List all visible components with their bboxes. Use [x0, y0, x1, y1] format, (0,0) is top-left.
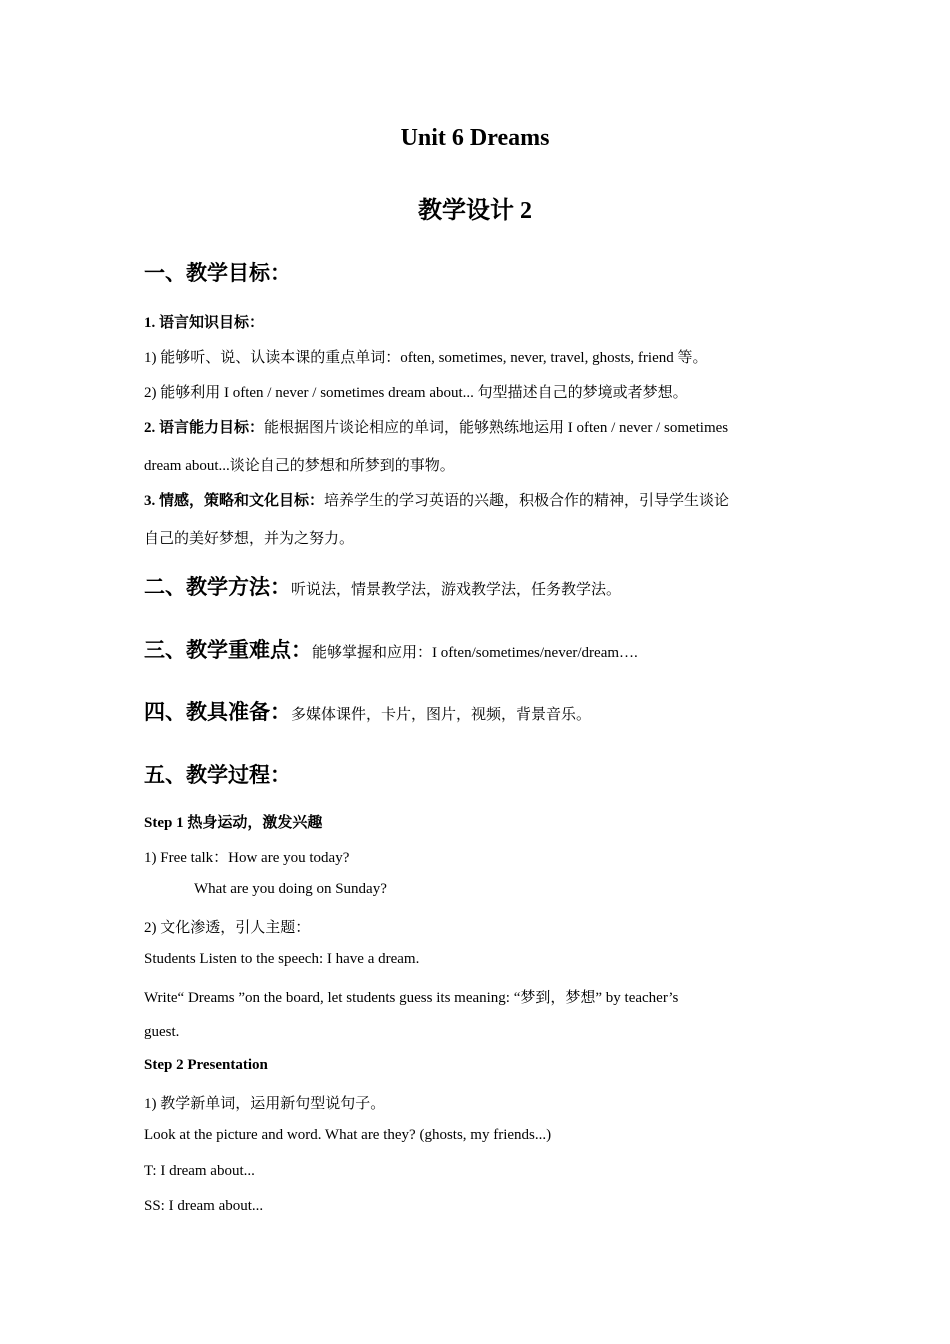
step2-heading: Step 2 Presentation [144, 1057, 268, 1073]
section-heading-objectives: 一、教学目标： [144, 261, 291, 285]
step2-line1: 1) 教学新单词，运用新句型说句子。 [144, 1096, 386, 1112]
goal1-item1: 1) 能够听、说、认读本课的重点单词：often, sometimes, never, travel, ghosts, friend 等。 [144, 350, 708, 366]
goal2-text: 能根据图片谈论相应的单词，能够熟练地运用 I often / never / sometimes [264, 420, 729, 436]
section-materials [144, 696, 591, 726]
step1-line2: What are you doing on Sunday? [194, 881, 387, 897]
section-heading-methods: 二、教学方法： [144, 575, 291, 599]
step1-line4: Students Listen to the speech: I have a dream. [144, 951, 420, 967]
goal1-item2: 2) 能够利用 I often / never / sometimes dream about... 句型描述自己的梦境或者梦想。 [144, 385, 688, 401]
step1-line3: 2) 文化渗透，引人主题： [144, 920, 311, 936]
goal3-label: 3. 情感，策略和文化目标： [144, 493, 325, 509]
step1-heading: Step 1 热身运动，激发兴趣 [144, 815, 323, 831]
step1-line1: 1) Free talk：How are you today? [144, 850, 350, 866]
goal2-line2: dream about...谈论自己的梦想和所梦到的事物。 [144, 458, 455, 474]
document-title: Unit 6 Dreams [400, 125, 550, 151]
step2-line2: Look at the picture and word. What are they? (ghosts, my friends...) [144, 1127, 552, 1143]
goal3-text: 培养学生的学习英语的兴趣，积极合作的精神，引导学生谈论 [324, 493, 730, 509]
goal2-label: 2. 语言能力目标： [144, 420, 265, 436]
key-points-text: 能够掌握和应用：I often/sometimes/never/dream…. [312, 645, 638, 661]
section-key-points [144, 634, 638, 664]
section-heading-key-points: 三、教学重难点： [144, 638, 312, 662]
section-methods [144, 571, 621, 601]
step2-line4: SS: I dream about... [144, 1198, 264, 1214]
goal3-line1 [144, 489, 729, 510]
goal1-heading: 1. 语言知识目标： [144, 315, 265, 331]
materials-text: 多媒体课件，卡片，图片，视频，背景音乐。 [291, 707, 592, 723]
methods-text: 听说法，情景教学法，游戏教学法，任务教学法。 [291, 582, 622, 598]
section-heading-process: 五、教学过程： [144, 763, 291, 787]
goal2-line1 [144, 416, 728, 437]
document-subtitle: 教学设计 2 [418, 198, 532, 224]
step2-line3: T: I dream about... [144, 1163, 255, 1179]
step1-line6: guest. [144, 1024, 180, 1040]
section-heading-materials: 四、教具准备： [144, 700, 291, 724]
step1-line5: Write“ Dreams ”on the board, let students guess its meaning: “梦到，梦想” by teacher’s [144, 990, 679, 1006]
goal3-line2: 自己的美好梦想，并为之努力。 [144, 531, 355, 547]
